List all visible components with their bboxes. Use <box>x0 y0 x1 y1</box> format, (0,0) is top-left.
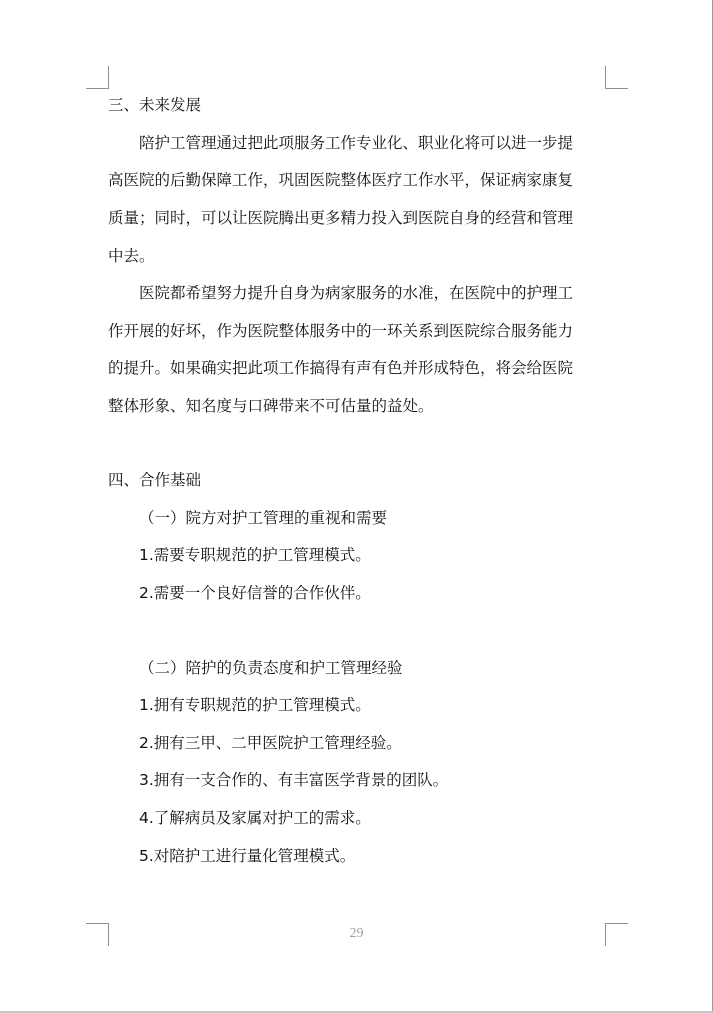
list-item: 2.需要一个良好信誉的合作伙伴。 <box>139 584 371 602</box>
paragraph-line: 中去。 <box>108 247 155 265</box>
section-heading: 三、未来发展 <box>108 96 202 114</box>
list-item: 1.需要专职规范的护工管理模式。 <box>139 546 371 564</box>
subsection-title: （二）陪护的负责态度和护工管理经验 <box>139 659 403 677</box>
section-heading: 四、合作基础 <box>108 471 202 489</box>
list-item: 4.了解病员及家属对护工的需求。 <box>139 809 371 827</box>
list-item: 1.拥有专职规范的护工管理模式。 <box>139 696 371 714</box>
page-number: 29 <box>349 926 364 941</box>
paragraph-line: 作开展的好坏，作为医院整体服务中的一环关系到医院综合服务能力 <box>108 322 574 340</box>
list-item: 2.拥有三甲、二甲医院护工管理经验。 <box>139 734 402 752</box>
paragraph-line: 的提升。如果确实把此项工作搞得有声有色并形成特色，将会给医院 <box>108 359 574 377</box>
margin-corner-mark <box>86 66 109 89</box>
paragraph-line: 陪护工管理通过把此项服务工作专业化、职业化将可以进一步提 <box>139 134 574 152</box>
margin-corner-mark <box>605 66 628 89</box>
paragraph-line: 医院都希望努力提升自身为病家服务的水准，在医院中的护理工 <box>139 284 574 302</box>
paragraph-line: 质量；同时，可以让医院腾出更多精力投入到医院自身的经营和管理 <box>108 209 574 227</box>
subsection-title: （一）院方对护工管理的重视和需要 <box>139 509 388 527</box>
paragraph-line: 高医院的后勤保障工作，巩固医院整体医疗工作水平，保证病家康复 <box>108 171 574 189</box>
list-item: 3.拥有一支合作的、有丰富医学背景的团队。 <box>139 771 449 789</box>
list-item: 5.对陪护工进行量化管理模式。 <box>139 847 356 865</box>
paragraph-line: 整体形象、知名度与口碑带来不可估量的益处。 <box>108 397 434 415</box>
